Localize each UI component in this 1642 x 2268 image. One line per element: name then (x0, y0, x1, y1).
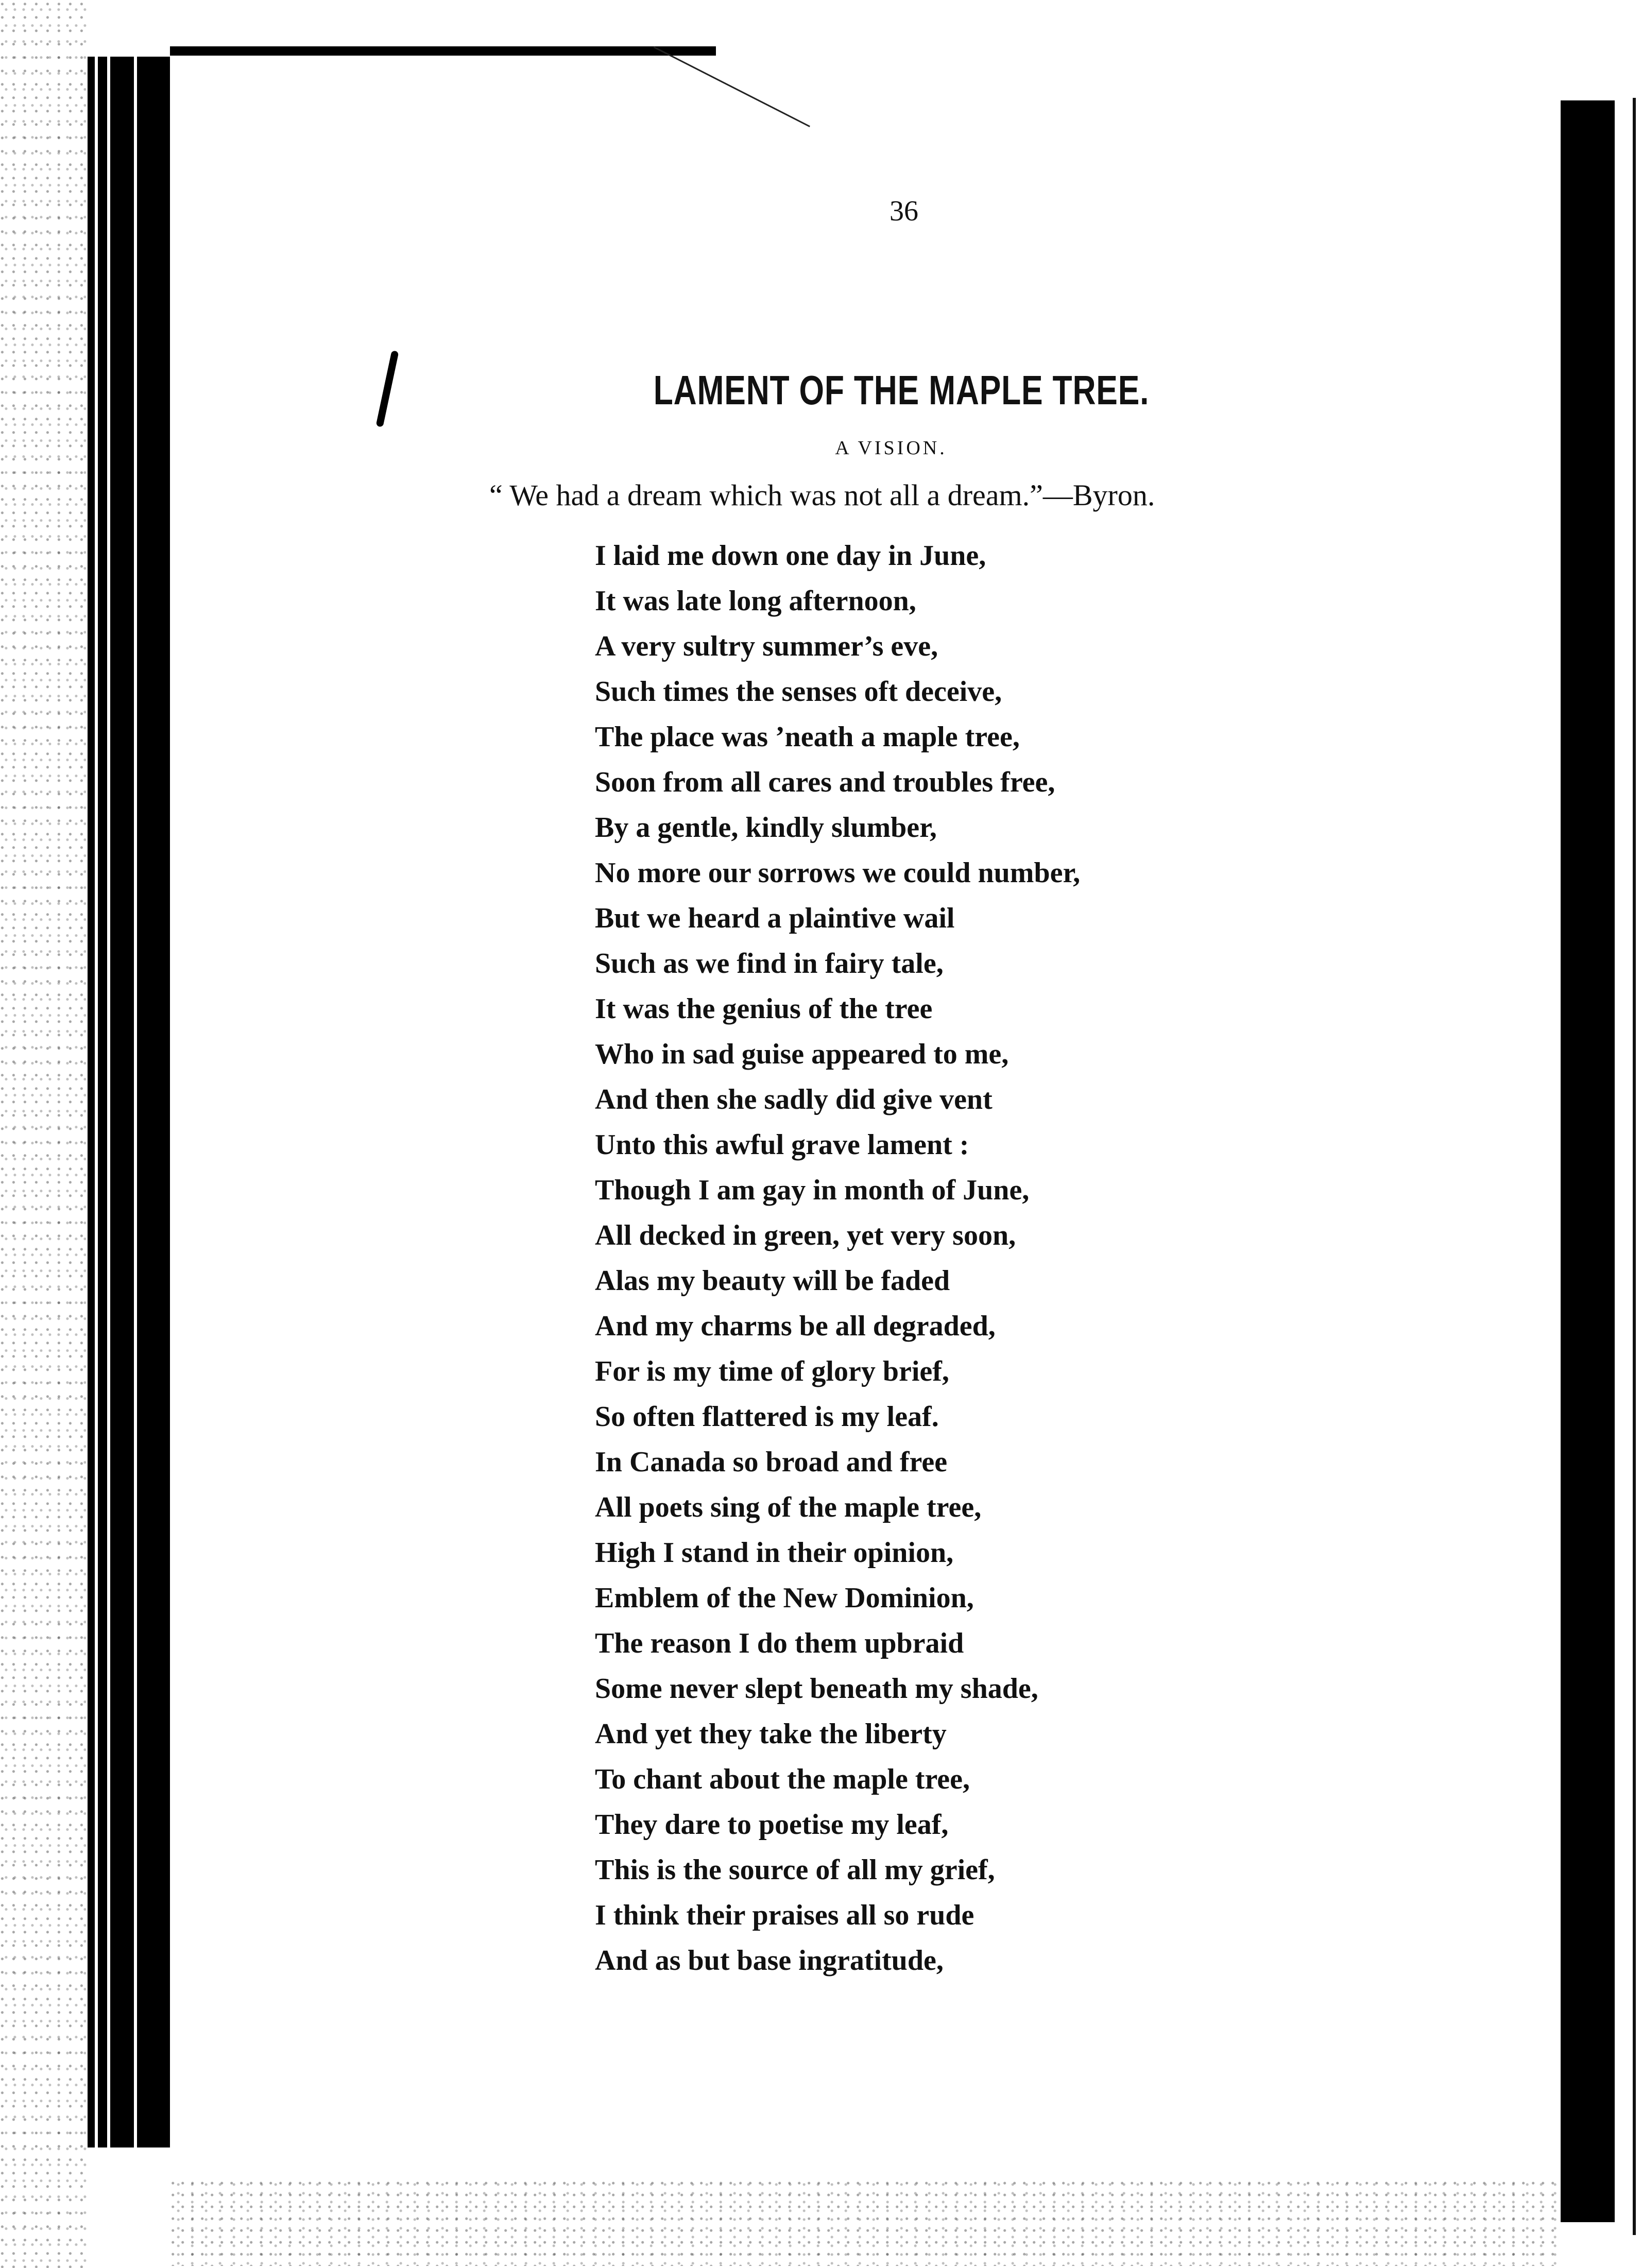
poem-line: It was the genius of the tree (595, 993, 933, 1025)
poem-line: All poets sing of the maple tree, (595, 1491, 982, 1523)
poem-line: Though I am gay in month of June, (595, 1174, 1030, 1206)
poem-line: This is the source of all my grief, (595, 1854, 995, 1886)
poem-line: High I stand in their opinion, (595, 1537, 954, 1569)
scan-edge-top (170, 46, 716, 56)
poem-line: Some never slept beneath my shade, (595, 1673, 1038, 1705)
page-number: 36 (890, 195, 918, 227)
poem-line: Emblem of the New Dominion, (595, 1582, 974, 1614)
pencil-mark (376, 350, 399, 427)
poem-body (595, 533, 1470, 1983)
poem-line: I think their praises all so rude (595, 1899, 974, 1931)
poem-line: Soon from all cares and troubles free, (595, 766, 1055, 798)
epigraph: “ We had a dream which was not all a dream.”—Byron. (489, 478, 1155, 512)
poem-line: I laid me down one day in June, (595, 540, 986, 572)
poem-line: Such times the senses oft deceive, (595, 676, 1002, 708)
poem-line: So often flattered is my leaf. (595, 1401, 939, 1433)
scan-edge-speckle-left (0, 0, 88, 2268)
poem-subtitle: A VISION. (835, 437, 947, 459)
poem-line: And my charms be all degraded, (595, 1310, 996, 1342)
poem-line: Alas my beauty will be faded (595, 1265, 950, 1297)
scan-edge-right (1561, 100, 1615, 2222)
scan-edge-right-line (1633, 98, 1636, 2235)
poem-line: By a gentle, kindly slumber, (595, 812, 937, 844)
poem-line: All decked in green, yet very soon, (595, 1219, 1016, 1251)
scan-edge-speckle-bottom (170, 2178, 1561, 2266)
poem-line: It was late long afternoon, (595, 585, 916, 617)
scan-edge-binding-left (88, 57, 170, 2147)
poem-line: A very sultry summer’s eve, (595, 630, 938, 662)
poem-line: They dare to poetise my leaf, (595, 1809, 949, 1841)
poem-line: Who in sad guise appeared to me, (595, 1038, 1009, 1070)
poem-line: The reason I do them upbraid (595, 1627, 964, 1659)
scan-stray-mark (654, 46, 810, 127)
poem-title: LAMENT OF THE MAPLE TREE. (653, 367, 1150, 413)
poem-line: In Canada so broad and free (595, 1446, 948, 1478)
poem-line: For is my time of glory brief, (595, 1355, 949, 1387)
poem-line: Unto this awful grave lament : (595, 1129, 969, 1161)
poem-line: No more our sorrows we could number, (595, 857, 1081, 889)
poem-line: To chant about the maple tree, (595, 1763, 970, 1795)
poem-line: The place was ’neath a maple tree, (595, 721, 1020, 753)
poem-line: And as but base ingratitude, (595, 1945, 944, 1977)
poem-line: And then she sadly did give vent (595, 1084, 993, 1115)
poem-line: And yet they take the liberty (595, 1718, 947, 1750)
poem-line: But we heard a plaintive wail (595, 902, 955, 934)
poem-line: Such as we find in fairy tale, (595, 948, 944, 980)
